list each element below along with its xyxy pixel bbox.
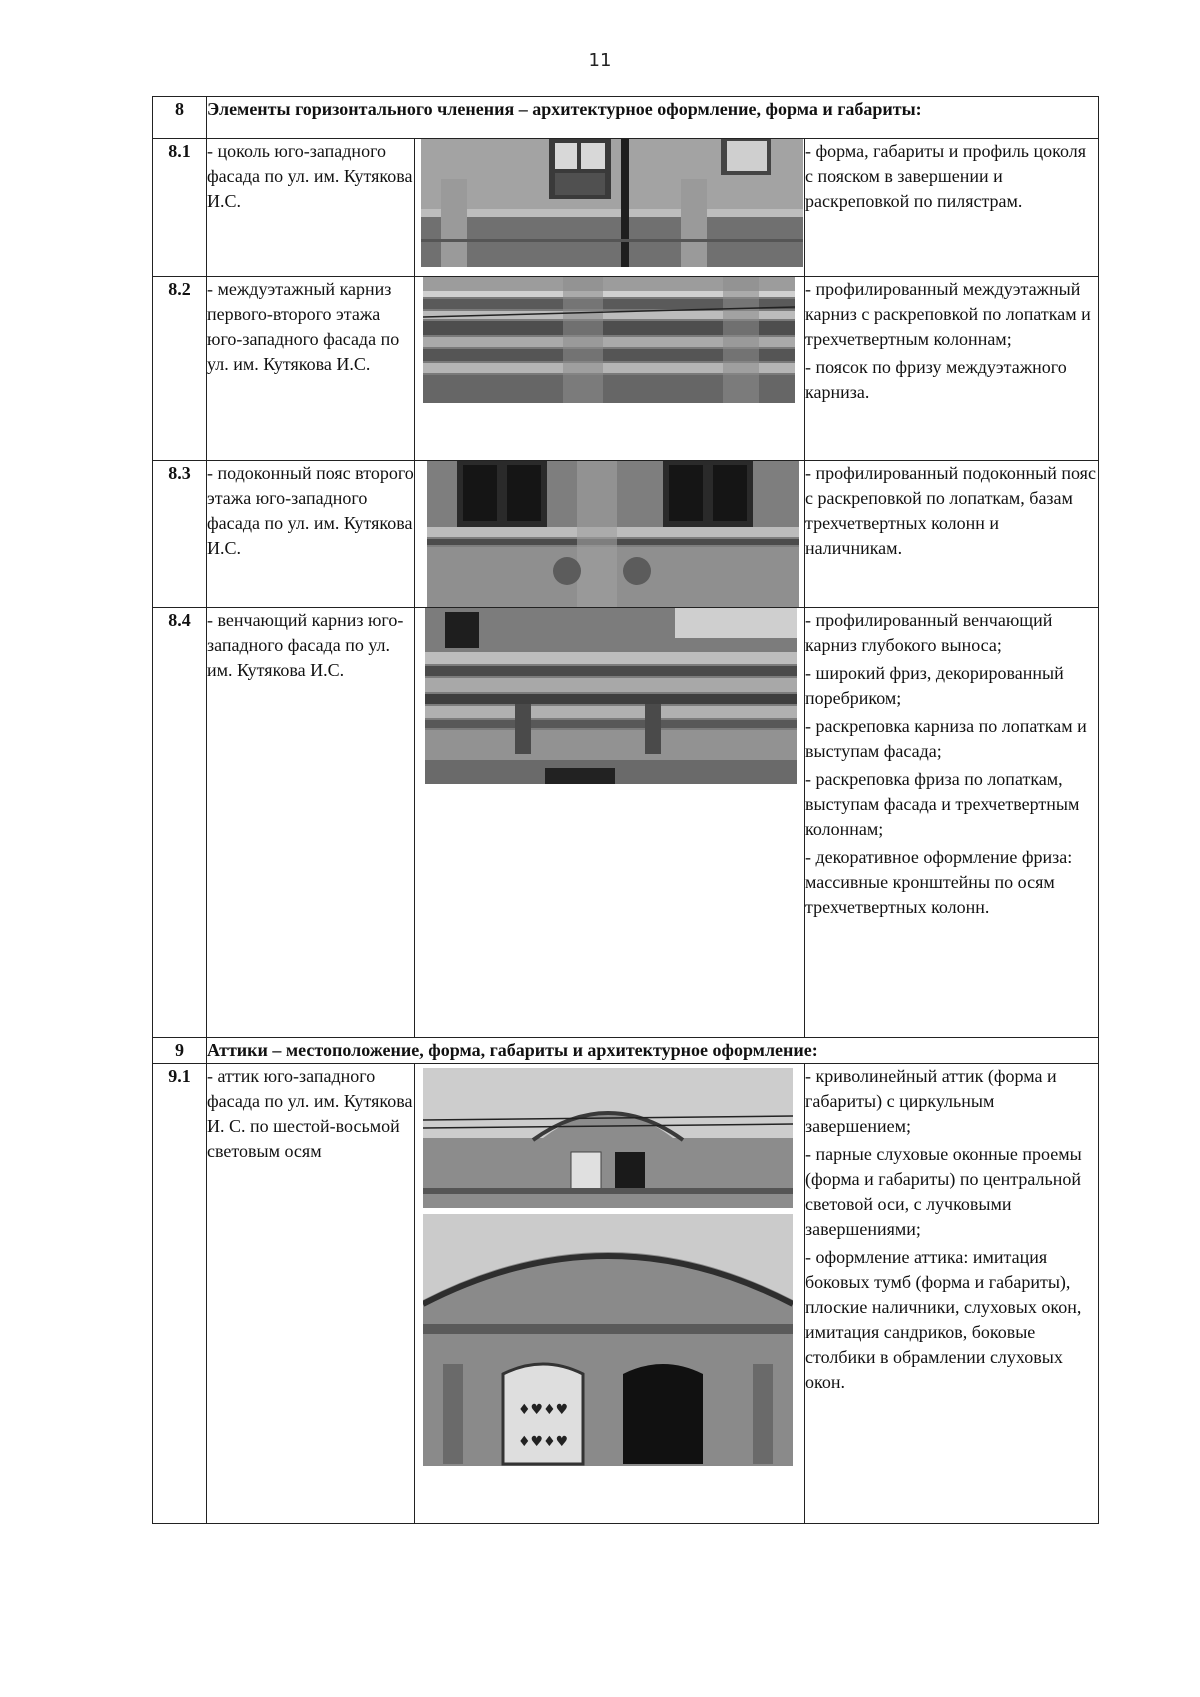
feature-item: - раскреповка фриза по лопаткам, выступам фасада и трехчетвертным колоннам; (805, 769, 1080, 839)
row-description: - венчающий карниз юго- западного фасада по ул. им. Кутякова И.С. (207, 608, 415, 1038)
row-number: 8.4 (153, 608, 207, 1038)
row-description: - цоколь юго-западного фасада по ул. им. Кутякова И.С. (207, 139, 415, 277)
feature-item: - раскреповка карниза по лопаткам и выступам фасада; (805, 716, 1087, 761)
svg-text:♦♥♦♥: ♦♥♦♥ (518, 1434, 569, 1450)
photo-cell (415, 139, 805, 277)
feature-item: - профилированный междуэтажный карниз с раскреповкой по лопаткам и трехчетвертным колоннам; (805, 279, 1091, 349)
plinth-photo (421, 139, 803, 267)
photo-cell (415, 277, 805, 461)
attic-closeup-photo (423, 1214, 793, 1466)
photo-cell (415, 1064, 805, 1524)
row-features (805, 139, 1099, 277)
table-row (153, 277, 1099, 461)
section-number: 8 (153, 97, 207, 139)
row-features (805, 461, 1099, 608)
row-number: 8.1 (153, 139, 207, 277)
svg-text:♦♥♦♥: ♦♥♦♥ (518, 1402, 569, 1418)
row-number: 9.1 (153, 1064, 207, 1524)
table-row (153, 461, 1099, 608)
photo-cell (415, 608, 805, 1038)
row-features (805, 277, 1099, 461)
section-header-row (153, 1038, 1099, 1064)
section-number: 9 (153, 1038, 207, 1064)
row-number: 8.3 (153, 461, 207, 608)
table-row (153, 608, 1099, 1038)
window-sill-belt-photo (427, 461, 799, 607)
photo-cell (415, 461, 805, 608)
section-title: Элементы горизонтального членения – архитектурное оформление, форма и габариты: (207, 97, 1099, 139)
table-row (153, 1064, 1099, 1524)
feature-item: - оформление аттика: имитация боковых тумб (форма и габариты), плоские наличники, слуховых окон, имитация сандриков, боковые столбики в обрамлении слуховых окон. (805, 1247, 1082, 1392)
attic-photo (423, 1068, 793, 1208)
feature-item: - широкий фриз, декорированный поребриком; (805, 663, 1064, 708)
section-header-row (153, 97, 1099, 139)
feature-item: - декоративное оформление фриза: массивные кронштейны по осям трехчетвертных колонн. (805, 847, 1073, 917)
section-title: Аттики – местоположение, форма, габариты и архитектурное оформление: (207, 1038, 1099, 1064)
feature-item: - профилированный подоконный пояс с раскреповкой по лопаткам, базам трехчетвертных колонн и наличникам. (805, 463, 1096, 558)
page-number: 11 (588, 50, 612, 71)
row-description: - междуэтажный карниз первого-второго этажа юго-западного фасада по ул. им. Кутякова И.С. (207, 277, 415, 461)
feature-item: - форма, габариты и профиль цоколя с пояском в завершении и раскреповкой по пилястрам. (805, 141, 1086, 211)
feature-item: - парные слуховые оконные проемы (форма и габариты) по центральной световой оси, с лучковыми завершениями; (805, 1144, 1082, 1239)
feature-item: - поясок по фризу междуэтажного карниза. (805, 357, 1067, 402)
feature-item: - профилированный венчающий карниз глубокого выноса; (805, 610, 1053, 655)
row-features (805, 608, 1099, 1038)
feature-item: - криволинейный аттик (форма и габариты) с циркульным завершением; (805, 1066, 1057, 1136)
row-number: 8.2 (153, 277, 207, 461)
table-row (153, 139, 1099, 277)
heritage-elements-table (152, 96, 1099, 1524)
row-description: - подоконный пояс второго этажа юго-западного фасада по ул. им. Кутякова И.С. (207, 461, 415, 608)
row-features (805, 1064, 1099, 1524)
interfloor-cornice-photo (423, 277, 795, 403)
crowning-cornice-photo (425, 608, 797, 784)
row-description: - аттик юго-западного фасада по ул. им. Кутякова И. С. по шестой-восьмой световым осям (207, 1064, 415, 1524)
